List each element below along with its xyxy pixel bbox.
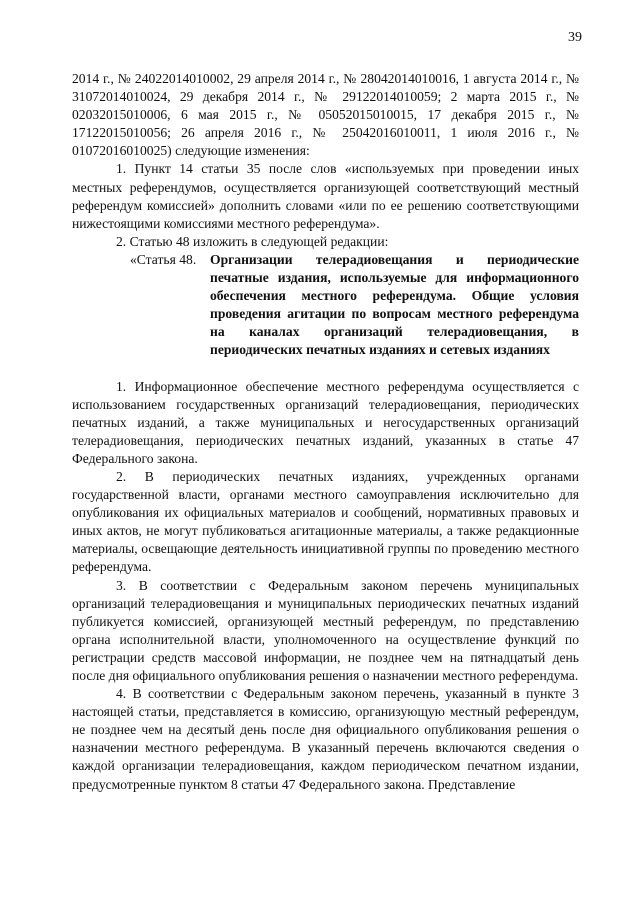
paragraph-clause-1: 1. Информационное обеспечение местного референдума осуществляется с использованием государственных организаций телерадиовещания, периодических печатных изданий, а также муниципальных и негосударственных организаций телерадиовещания, периодических печатных изданий, указанных в статье 47 Федерального закона. [72, 378, 579, 466]
paragraph-clause-3: 3. В соответствии с Федеральным законом перечень муниципальных организаций телерадиовещания и муниципальных периодических печатных изданий публикуется комиссией, организующей местный референдум, по представлению органа исполнительной власти, уполномоченного на осуществление функций по регистрации средств массовой информации, не позднее чем на пятнадцатый день после дня официального опубликования решения о назначении местного референдума. [72, 577, 579, 683]
article-title: Организации телерадиовещания и периодические печатные издания, используемые для информационного обеспечения местного референдума. Общие условия проведения агитации по вопросам местного референдума на каналах организаций телерадиовещания, в периодических печатных изданиях и сетевых изданиях [210, 251, 579, 358]
spacer [72, 360, 579, 378]
paragraph-amendment-list: 2014 г., № 24022014010002, 29 апреля 2014 г., № 28042014010016, 1 августа 2014 г., № 31072014010024, 29 декабря 2014 г., № 29122014010059; 2 марта 2015 г., № 02032015010006, 6 мая 2015 г., № 05052015010015, 17 декабря 2015 г., № 17122015010056; 26 апреля 2016 г., № 25042016010011, 1 июля 2016 г., № 01072016010025) следующие изменения: [72, 71, 579, 159]
paragraph-item-2: 2. Статью 48 изложить в следующей редакции: [116, 233, 389, 249]
paragraph-item-1: 1. Пункт 14 статьи 35 после слов «используемых при проведении иных местных референдумов, осуществляется организующей соответствующий местный референдум комиссией» дополнить словами «или по ее решению соответствующими нижестоящими комиссиями местного референдума». [72, 161, 579, 231]
document-body [72, 70, 579, 794]
paragraph-clause-2: 2. В периодических печатных изданиях, учрежденных органами государственной власти, органами местного самоуправления исключительно для опубликования их официальных материалов и сообщений, нормативных правовых и иных актов, не могут публиковаться агитационные материалы, а также редакционные материалы, освещающие деятельность инициативной группы по проведению местного референдума. [72, 468, 579, 575]
article-heading [72, 251, 579, 360]
article-label: «Статья 48. [130, 251, 197, 267]
paragraph-clause-4: 4. В соответствии с Федеральным законом перечень, указанный в пункте 3 настоящей статьи, представляется в комиссию, организующую местный референдум, не позднее чем на десятый день после дня официального опубликования решения о назначении местного референдума. В указанный перечень включаются сведения о каждой организации телерадиовещания, каждом периодическом печатном издании, предусмотренные пунктом 8 статьи 47 Федерального закона. Представление [72, 686, 579, 792]
page-number: 39 [568, 30, 582, 45]
